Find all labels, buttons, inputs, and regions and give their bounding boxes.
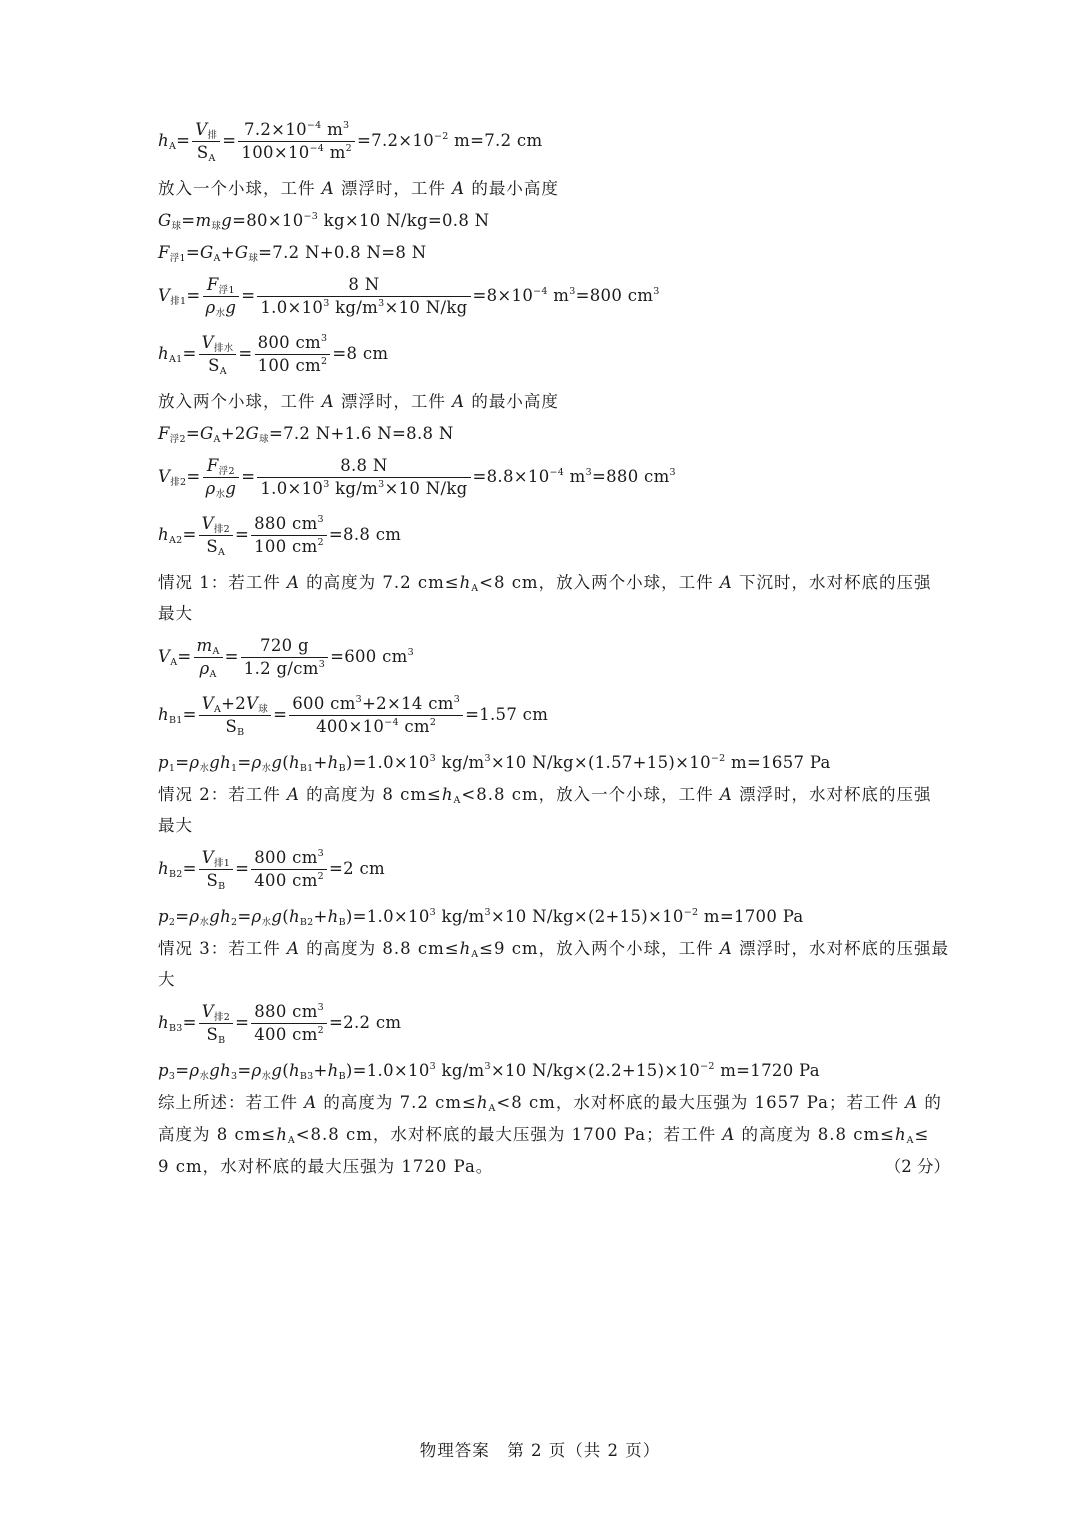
text-case-3: 情况 3：若工件 A 的高度为 8.8 $cm\le h_A\le 9$ cm，放入两个小球，工件 A 漂浮时，水对杯底的压强最	[158, 939, 949, 960]
formula-p3: $p_3=\rho_水gh_3=\rho_水g(h_{B3}+h_B)=1.0\times 10^3$ $kg/m^3\times 10$ $N/kg\times(2.2+15)\times 10^{-2}$ m=1720 Pa	[158, 1061, 820, 1082]
formula-v2: $V_{排2}=$ $\frac{F_{浮2}}{\rho_水g}$ = $\frac{8.8 N}{1.0\times 10^3 kg/m^3\times 10 N/kg}$ $=8.8\times 10^{-4}$ $m^3=880$ $cm^3$	[158, 456, 676, 500]
text-case-1-cont: 最大	[158, 604, 193, 623]
text-case-2-cont: 最大	[158, 816, 193, 835]
text-summary-3: 9 cm，水对杯底的最大压强为 1720 Pa。	[158, 1157, 494, 1176]
formula-hb1: $h_{B1}=$ $\frac{V_A+2V_球}{S_B}$ = $\frac{600 cm^3+2\times 14 cm^3}{400\times 10^{-4} cm^2}$ =1.57 cm	[158, 694, 549, 738]
formula-gball: $G_球=m_球g=80\times 10^{-3}$ kg×10 N/kg=0.8 N	[158, 211, 490, 232]
formula-p1: $p_1=\rho_水gh_1=\rho_水g(h_{B1}+h_B)=1.0\times 10^3$ $kg/m^3\times 10$ $N/kg\times(1.57+15)\times 10^{-2}$ m=1657 Pa	[158, 753, 831, 774]
text-summary-2: 高度为 8 $cm\le h_A<8.8$ cm，水对杯底的最大压强为 1700 Pa；若工件 A 的高度为 8.8 $cm\le h_A\le$	[158, 1125, 930, 1146]
formula-ha1: $h_{A1}=$ $\frac{V_{排水}}{S_A}$ = $\frac{800 cm^3}{100 cm^2}$ =8 cm	[158, 333, 389, 377]
formula-f2: $F_{浮2}=G_A+2G_球=7.2$ N+1.6 N=8.8 N	[158, 424, 454, 445]
formula-hA: $h_A=$ $\frac{V_排}{S_A}$ = $\frac{7.2\times 10^{-4} m^3}{100\times 10^{-4} m^2}$ $=7.2\times 10^{-2}$ m=7.2 cm	[158, 120, 543, 164]
text-case-1: 情况 1：若工件 A 的高度为 7.2 $cm\le h_A<8$ cm，放入两个小球，工件 A 下沉时，水对杯底的压强	[158, 573, 932, 594]
score-label: （2 分）	[884, 1157, 950, 1176]
text-case-3-cont: 大	[158, 970, 176, 989]
text-one-ball: 放入一个小球，工件 A 漂浮时，工件 A 的最小高度	[158, 179, 559, 198]
formula-p2: $p_2=\rho_水gh_2=\rho_水g(h_{B2}+h_B)=1.0\times 10^3$ $kg/m^3\times 10$ $N/kg\times(2+15)\times 10^{-2}$ m=1700 Pa	[158, 907, 804, 928]
formula-va: $V_A=$ $\frac{m_A}{\rho_A}$ = $\frac{720 g}{1.2 g/cm^3}$ =600 $cm^3$	[158, 636, 414, 680]
text-summary-1: 综上所述：若工件 A 的高度为 7.2 $cm\le h_A<8$ cm，水对杯底的最大压强为 1657 Pa；若工件 A 的	[158, 1093, 942, 1114]
formula-ha2: $h_{A2}=$ $\frac{V_{排2}}{S_A}$ = $\frac{880 cm^3}{100 cm^2}$ =8.8 cm	[158, 514, 402, 558]
formula-v1: $V_{排1}=$ $\frac{F_{浮1}}{\rho_水g}$ = $\frac{8 N}{1.0\times 10^3 kg/m^3\times 10 N/kg}$ $=8\times 10^{-4}$ $m^3=800$ $cm^3$	[158, 275, 660, 319]
text-two-balls: 放入两个小球，工件 A 漂浮时，工件 A 的最小高度	[158, 392, 559, 411]
formula-f1: $F_{浮1}=G_A+G_球=7.2$ N+0.8 N=8 N	[158, 243, 427, 264]
formula-hb2: $h_{B2}=$ $\frac{V_{排1}}{S_B}$ = $\frac{800 cm^3}{400 cm^2}$ =2 cm	[158, 848, 385, 892]
page-footer: 物理答案 第 2 页（共 2 页）	[419, 1441, 661, 1460]
text-case-2: 情况 2：若工件 A 的高度为 8 $cm\le h_A<8.8$ cm，放入一个小球，工件 A 漂浮时，水对杯底的压强	[158, 785, 932, 806]
formula-hb3: $h_{B3}=$ $\frac{V_{排2}}{S_B}$ = $\frac{880 cm^3}{400 cm^2}$ =2.2 cm	[158, 1002, 402, 1046]
